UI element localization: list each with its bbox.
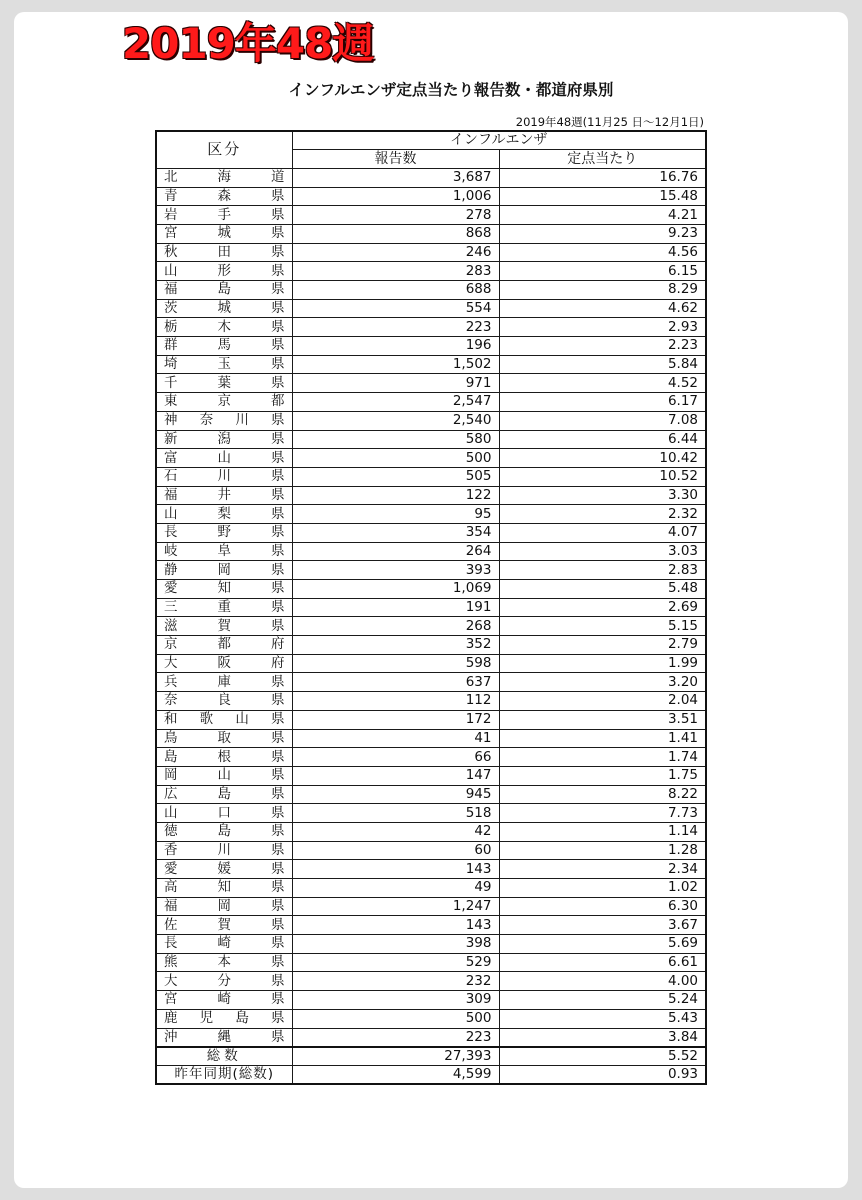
influenza-prefecture-table [155,130,707,1085]
report-count: 147 [292,766,499,785]
table-row [156,879,706,898]
table-row [156,243,706,262]
per-sentinel: 5.43 [499,1009,706,1028]
report-count: 268 [292,617,499,636]
prefecture-name-text: 富 山 県 [164,449,285,466]
table-row [156,636,706,655]
table-row [156,411,706,430]
week-title: 2019年48週 [122,19,374,68]
prev-year-per-sentinel: 0.93 [499,1065,706,1084]
prefecture-name-text: 岡 山 県 [164,767,285,784]
report-period: 2019年48週(11月25 日〜12月1日) [515,115,704,129]
table-row [156,673,706,692]
report-count: 172 [292,710,499,729]
prefecture-name-text: 京 都 府 [164,636,285,653]
per-sentinel: 5.24 [499,991,706,1010]
report-count: 971 [292,374,499,393]
prefecture-name-text: 福 岡 県 [164,898,285,915]
table-row [156,449,706,468]
prefecture-name-text: 大 阪 府 [164,655,285,672]
table-row [156,430,706,449]
per-sentinel: 1.41 [499,729,706,748]
prefecture-name-text: 滋 賀 県 [164,617,285,634]
prefecture-name-text: 東 京 都 [164,393,285,410]
table-row [156,374,706,393]
prefecture-name [156,523,292,542]
table-row [156,168,706,187]
prefecture-name-text: 三 重 県 [164,599,285,616]
prefecture-name [156,467,292,486]
prefecture-name-text: 新 潟 県 [164,430,285,447]
prefecture-name-text: 秋 田 県 [164,243,285,260]
table-row [156,935,706,954]
table-row [156,1009,706,1028]
prefecture-name [156,449,292,468]
prefecture-name [156,299,292,318]
per-sentinel: 9.23 [499,224,706,243]
report-count: 49 [292,879,499,898]
per-sentinel: 16.76 [499,168,706,187]
prefecture-name [156,841,292,860]
prefecture-name-text: 北 海 道 [164,169,285,186]
report-count: 868 [292,224,499,243]
report-count: 1,247 [292,897,499,916]
per-sentinel: 10.42 [499,449,706,468]
prefecture-name [156,1028,292,1047]
table-row [156,187,706,206]
prefecture-name-text: 広 島 県 [164,785,285,802]
per-sentinel: 3.51 [499,710,706,729]
table-row [156,355,706,374]
table-row [156,318,706,337]
prefecture-name-text: 高 知 県 [164,879,285,896]
report-count: 398 [292,935,499,954]
table-row [156,710,706,729]
prefecture-name [156,748,292,767]
report-count: 223 [292,1028,499,1047]
per-sentinel: 5.48 [499,580,706,599]
table-row [156,561,706,580]
prefecture-name [156,486,292,505]
per-sentinel: 3.03 [499,542,706,561]
report-count: 393 [292,561,499,580]
prefecture-name [156,561,292,580]
prefecture-name-text: 大 分 県 [164,972,285,989]
prefecture-name [156,804,292,823]
table-row [156,991,706,1010]
table-row [156,1028,706,1047]
per-sentinel: 10.52 [499,467,706,486]
per-sentinel: 7.73 [499,804,706,823]
total-per-sentinel: 5.52 [499,1047,706,1066]
prefecture-name-text: 青 森 県 [164,187,285,204]
report-count: 2,540 [292,411,499,430]
prefecture-name-text: 栃 木 県 [164,318,285,335]
prefecture-name-text: 石 川 県 [164,468,285,485]
table-row [156,972,706,991]
table-row [156,224,706,243]
prefecture-name-text: 宮 崎 県 [164,991,285,1008]
prefecture-name [156,617,292,636]
report-count: 42 [292,822,499,841]
prefecture-name-text: 長 野 県 [164,524,285,541]
prefecture-name [156,636,292,655]
per-sentinel: 4.00 [499,972,706,991]
per-sentinel: 5.84 [499,355,706,374]
per-sentinel: 3.20 [499,673,706,692]
report-count: 580 [292,430,499,449]
report-count: 500 [292,1009,499,1028]
total-row [156,1047,706,1066]
report-count: 518 [292,804,499,823]
table-row [156,748,706,767]
prefecture-name-text: 山 梨 県 [164,505,285,522]
per-sentinel: 3.30 [499,486,706,505]
prefecture-name [156,430,292,449]
table-row [156,337,706,356]
table-row [156,580,706,599]
prefecture-name [156,935,292,954]
report-count: 191 [292,598,499,617]
prefecture-name [156,187,292,206]
header-kubun: 区分 [156,131,292,168]
table-row [156,505,706,524]
prefecture-name [156,393,292,412]
prefecture-name [156,168,292,187]
prefecture-name [156,879,292,898]
prefecture-name-text: 島 根 県 [164,748,285,765]
prefecture-name [156,337,292,356]
table-row [156,860,706,879]
prefecture-name-text: 奈 良 県 [164,692,285,709]
table-row [156,766,706,785]
report-count: 95 [292,505,499,524]
table-row [156,692,706,711]
per-sentinel: 1.99 [499,654,706,673]
table-row [156,542,706,561]
per-sentinel: 2.04 [499,692,706,711]
table-row [156,467,706,486]
report-count: 500 [292,449,499,468]
table-row [156,729,706,748]
table-body [156,168,706,1084]
per-sentinel: 2.69 [499,598,706,617]
prefecture-name [156,785,292,804]
report-count: 688 [292,281,499,300]
table-row [156,916,706,935]
prefecture-name-text: 兵 庫 県 [164,673,285,690]
report-count: 505 [292,467,499,486]
table-row [156,617,706,636]
per-sentinel: 8.22 [499,785,706,804]
report-count: 232 [292,972,499,991]
per-sentinel: 7.08 [499,411,706,430]
prefecture-name [156,542,292,561]
per-sentinel: 4.62 [499,299,706,318]
prefecture-name-text: 埼 玉 県 [164,356,285,373]
table-row [156,523,706,542]
prefecture-name [156,224,292,243]
prefecture-name-text: 福 島 県 [164,281,285,298]
prefecture-name-text: 群 馬 県 [164,337,285,354]
report-count: 1,006 [292,187,499,206]
per-sentinel: 6.17 [499,393,706,412]
prefecture-name-text: 佐 賀 県 [164,916,285,933]
prefecture-name [156,243,292,262]
per-sentinel: 6.61 [499,953,706,972]
table-row [156,598,706,617]
report-count: 223 [292,318,499,337]
header-influenza: インフルエンザ [292,131,706,150]
report-count: 283 [292,262,499,281]
prefecture-name [156,766,292,785]
per-sentinel: 1.28 [499,841,706,860]
per-sentinel: 4.07 [499,523,706,542]
table-row [156,281,706,300]
per-sentinel: 5.15 [499,617,706,636]
table-row [156,804,706,823]
prefecture-name-text: 徳 島 県 [164,823,285,840]
table-row [156,206,706,225]
table-row [156,262,706,281]
report-count: 122 [292,486,499,505]
table-row [156,822,706,841]
prefecture-name-text: 宮 城 県 [164,225,285,242]
total-label: 総数 [156,1047,292,1066]
prefecture-name-text: 茨 城 県 [164,300,285,317]
prefecture-name-text: 鹿 児 島 県 [164,1010,285,1027]
per-sentinel: 15.48 [499,187,706,206]
per-sentinel: 4.21 [499,206,706,225]
report-count: 278 [292,206,499,225]
prefecture-name-text: 愛 媛 県 [164,860,285,877]
prefecture-name-text: 静 岡 県 [164,561,285,578]
prefecture-name-text: 鳥 取 県 [164,729,285,746]
report-count: 112 [292,692,499,711]
total-count: 27,393 [292,1047,499,1066]
prefecture-name [156,374,292,393]
report-count: 66 [292,748,499,767]
prev-year-count: 4,599 [292,1065,499,1084]
per-sentinel: 1.02 [499,879,706,898]
report-count: 945 [292,785,499,804]
per-sentinel: 2.34 [499,860,706,879]
prefecture-name [156,411,292,430]
per-sentinel: 8.29 [499,281,706,300]
report-count: 309 [292,991,499,1010]
prefecture-name [156,355,292,374]
per-sentinel: 4.56 [499,243,706,262]
per-sentinel: 3.84 [499,1028,706,1047]
prev-year-row [156,1065,706,1084]
table-row [156,299,706,318]
header-per-sentinel: 定点当たり [499,150,706,169]
per-sentinel: 6.44 [499,430,706,449]
prefecture-name [156,822,292,841]
prefecture-name [156,860,292,879]
prefecture-name [156,953,292,972]
table-row [156,393,706,412]
prefecture-name-text: 千 葉 県 [164,374,285,391]
prefecture-name-text: 香 川 県 [164,841,285,858]
prefecture-name-text: 岩 手 県 [164,206,285,223]
prefecture-name [156,580,292,599]
per-sentinel: 3.67 [499,916,706,935]
prefecture-name [156,262,292,281]
prefecture-name-text: 熊 本 県 [164,954,285,971]
prefecture-name-text: 岐 阜 県 [164,542,285,559]
prefecture-name [156,281,292,300]
per-sentinel: 5.69 [499,935,706,954]
per-sentinel: 6.30 [499,897,706,916]
per-sentinel: 4.52 [499,374,706,393]
per-sentinel: 1.14 [499,822,706,841]
table-row [156,785,706,804]
prefecture-name [156,654,292,673]
report-count: 143 [292,860,499,879]
report-count: 1,069 [292,580,499,599]
report-count: 143 [292,916,499,935]
prefecture-name-text: 山 形 県 [164,262,285,279]
prefecture-name [156,318,292,337]
prefecture-name-text: 長 崎 県 [164,935,285,952]
report-count: 529 [292,953,499,972]
report-count: 2,547 [292,393,499,412]
table-row [156,841,706,860]
prefecture-name-text: 福 井 県 [164,486,285,503]
report-count: 3,687 [292,168,499,187]
prefecture-name [156,991,292,1010]
prefecture-name [156,206,292,225]
report-count: 60 [292,841,499,860]
prefecture-name-text: 神 奈 川 県 [164,412,285,429]
per-sentinel: 1.75 [499,766,706,785]
prefecture-name [156,1009,292,1028]
per-sentinel: 1.74 [499,748,706,767]
table-row [156,486,706,505]
per-sentinel: 2.23 [499,337,706,356]
report-count: 637 [292,673,499,692]
prev-year-label: 昨年同期(総数) [156,1065,292,1084]
prefecture-name [156,710,292,729]
report-count: 246 [292,243,499,262]
table-row [156,654,706,673]
prefecture-name-text: 沖 縄 県 [164,1028,285,1045]
prefecture-name [156,916,292,935]
per-sentinel: 2.32 [499,505,706,524]
report-count: 1,502 [292,355,499,374]
prefecture-name [156,598,292,617]
per-sentinel: 2.79 [499,636,706,655]
prefecture-name [156,729,292,748]
prefecture-name [156,692,292,711]
prefecture-name [156,505,292,524]
per-sentinel: 6.15 [499,262,706,281]
prefecture-name [156,673,292,692]
per-sentinel: 2.83 [499,561,706,580]
prefecture-name-text: 和 歌 山 県 [164,711,285,728]
report-count: 354 [292,523,499,542]
prefecture-name [156,897,292,916]
per-sentinel: 2.93 [499,318,706,337]
report-count: 554 [292,299,499,318]
prefecture-name-text: 山 口 県 [164,804,285,821]
prefecture-name-text: 愛 知 県 [164,580,285,597]
report-count: 352 [292,636,499,655]
report-count: 264 [292,542,499,561]
report-count: 41 [292,729,499,748]
report-count: 196 [292,337,499,356]
table-row [156,953,706,972]
report-count: 598 [292,654,499,673]
table-row [156,897,706,916]
report-subtitle: インフルエンザ定点当たり報告数・都道府県別 [288,81,614,99]
header-report-count: 報告数 [292,150,499,169]
prefecture-name [156,972,292,991]
